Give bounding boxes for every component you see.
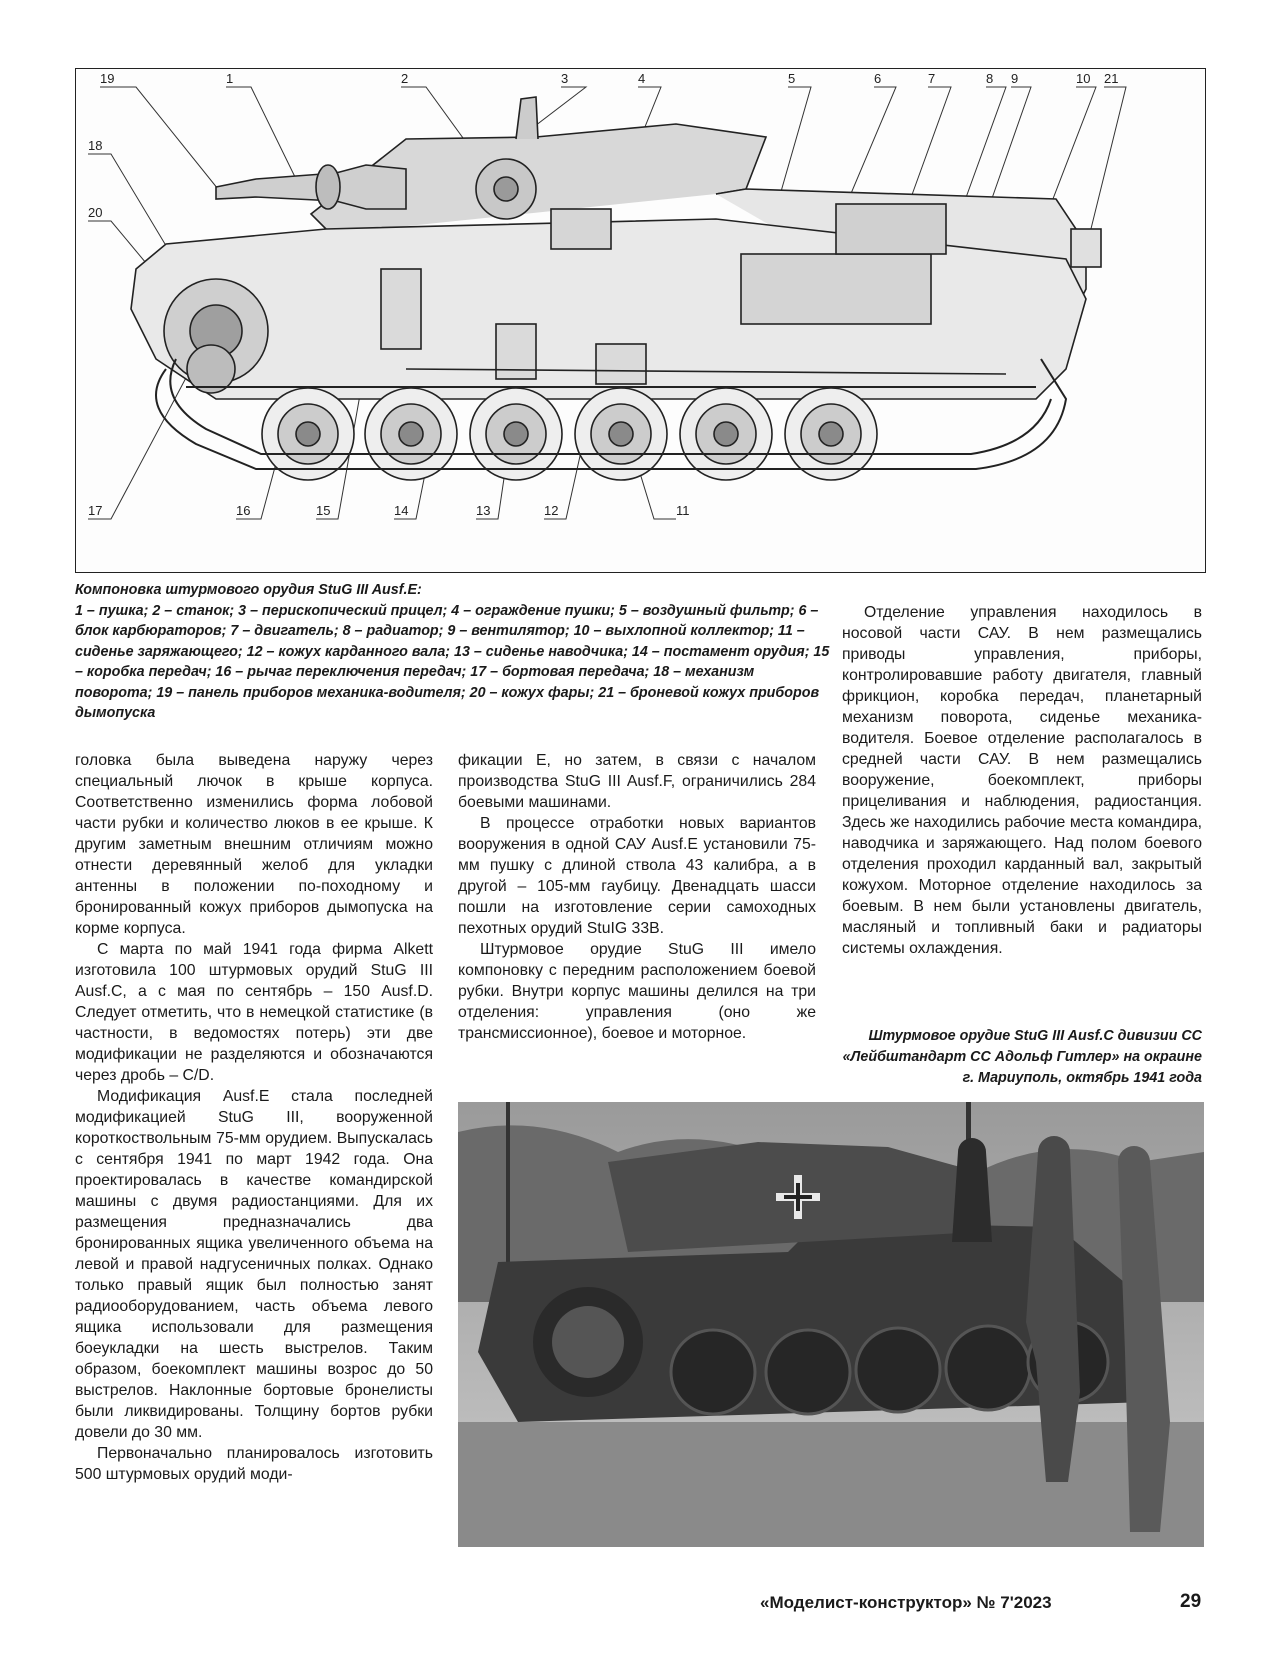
page-number: 29: [1180, 1591, 1202, 1612]
callout-number: 12: [544, 503, 559, 518]
road-wheel: [296, 422, 320, 446]
callout-number: 8: [986, 71, 994, 86]
callout-number: 15: [316, 503, 331, 518]
callout-leader-line: [531, 87, 586, 129]
paragraph: Модификация Ausf.E стала последней модификацией StuG III, вооруженной короткоствольным 75-мм орудием. Выпускалась с сентября 1941 по март 1942 года. Она проектировалась в качестве командирской машины с двумя радиостанциями. Для их размещения предназначались два бронированных ящика увеличенного объема на левой и правой надгусеничных полках. Однако только правый ящик был полностью занят радиооборудованием, часть объема левого ящика использовали для размещения боеукладки на шесть выстрелов. Таким образом, боекомплект машины возрос до 50 выстрелов. Наклонные бортовые бронелисты были ликвидированы. Толщину бортов рубки довели до 30 мм.: [75, 1088, 433, 1441]
callout-number: 13: [476, 503, 491, 518]
text-column-2: [458, 750, 816, 1044]
stug-cutaway-drawing: [76, 69, 1207, 574]
callout-leader-line: [226, 87, 296, 179]
paragraph: Первоначально планировалось изготовить 500 штурмовых орудий моди-: [75, 1445, 433, 1483]
paragraph: Отделение управления находилось в носовой части САУ. В нем размещались приводы управления, приборы, контролировавшие работу двигателя, главный фрикцион, коробка передач, планетарный механизм поворота, сиденье механика-водителя. Боевое отделение располагалось в средней части САУ. В нем размещались вооружение, боекомплект, приборы прицеливания и наблюдения, радиостанция. Здесь же находились рабочие места командира, наводчика и заряжающего. Над полом боевого отделения проходил карданный вал, закрытый кожухом. Моторное отделение находилось за боевым. В нем были установлены двигатель, масляный и топливный баки и радиаторы системы охлаждения.: [842, 604, 1202, 957]
callout-number: 11: [676, 503, 690, 518]
callout-number: 4: [638, 71, 646, 86]
road-wheel: [819, 422, 843, 446]
cutaway-figure: [75, 68, 1206, 573]
text-column-3: [842, 602, 1202, 959]
callout-leader-line: [1086, 87, 1126, 249]
stug-photo: [458, 1102, 1204, 1547]
figure-caption-title: Компоновка штурмового орудия StuG III Ausf.E:: [75, 582, 422, 598]
callout-leader-line: [88, 221, 151, 269]
callout-number: 7: [928, 71, 936, 86]
callout-leader-line: [88, 359, 196, 519]
callout-number: 18: [88, 138, 103, 153]
text-column-1: [75, 750, 433, 1485]
paragraph: Штурмовое орудие StuG III имело компоновку с передним расположением боевой рубки. Внутри корпус машины делился на три отделения: управления (оно же трансмиссионное), боевое и моторное.: [458, 941, 816, 1042]
road-wheel: [609, 422, 633, 446]
paragraph: головка была выведена наружу через специальный лючок в крыше корпуса. Соответственно изменились форма лобовой части рубки и количество люков в ее крыше. К другим заметным внешним отличиям можно отнести деревянный желоб для укладки антенны в положении по-походному и бронированный кожух приборов дымопуска на корме корпуса.: [75, 752, 433, 937]
figure-caption-legend: 1 – пушка; 2 – станок; 3 – перископический прицел; 4 – ограждение пушки; 5 – воздушный фильтр; 6 – блок карбюраторов; 7 – двигатель; 8 – радиатор; 9 – вентилятор; 10 – выхлопной коллектор; 11 – сиденье заряжающего; 12 – кожух карданного вала; 13 – сиденье наводчика; 14 – постамент орудия; 15 – коробка передач; 16 – рычаг переключения передач; 17 – бортовая передача; 18 – механизм поворота; 19 – панель приборов механика-водителя; 20 – кожух фары; 21 – броневой кожух приборов дымопуска: [75, 602, 830, 721]
callout-number: 17: [88, 503, 103, 518]
callout-number: 1: [226, 71, 234, 86]
road-wheel: [714, 422, 738, 446]
stug-photo-illustration: [458, 1102, 1204, 1547]
callout-number: 2: [401, 71, 409, 86]
callout-number: 19: [100, 71, 115, 86]
callout-number: 6: [874, 71, 882, 86]
callout-number: 10: [1076, 71, 1091, 86]
callout-number: 21: [1104, 71, 1119, 86]
photo-caption: Штурмовое орудие StuG III Ausf.C дивизии СС «Лейбштандарт СС Адольф Гитлер» на окраине г. Мариуполь, октябрь 1941 года: [842, 1028, 1202, 1086]
callout-number: 9: [1011, 71, 1019, 86]
paragraph: С марта по май 1941 года фирма Alkett изготовила 100 штурмовых орудий StuG III Ausf.C, а с мая по сентябрь – 150 Ausf.D. Следует отметить, что в немецкой статистике (в частности, в ведомостях потерь) эти две модификации не разделяются и обозначаются через дробь – C/D.: [75, 941, 433, 1084]
figure-caption: [75, 580, 835, 724]
road-wheel: [399, 422, 423, 446]
road-wheel: [504, 422, 528, 446]
callout-leader-line: [100, 87, 226, 199]
callout-number: 20: [88, 205, 103, 220]
callout-number: 16: [236, 503, 251, 518]
paragraph: В процессе отработки новых вариантов вооружения в одной САУ Ausf.E установили 75-мм пушку с длиной ствола 43 калибра, а в другой – 105-мм гаубицу. Двенадцать шасси пошли на изготовление серии самоходных пехотных орудий StuIG 33B.: [458, 815, 816, 937]
callout-number: 14: [394, 503, 409, 518]
road-wheels: [262, 388, 877, 480]
paragraph: фикации E, но затем, в связи с началом производства StuG III Ausf.F, ограничились 284 боевыми машинами.: [458, 752, 816, 811]
footer-journal-name: «Моделист-конструктор» № 7'2023: [760, 1593, 1052, 1612]
hull-outline: [131, 97, 1101, 399]
callout-number: 5: [788, 71, 796, 86]
callout-number: 3: [561, 71, 569, 86]
